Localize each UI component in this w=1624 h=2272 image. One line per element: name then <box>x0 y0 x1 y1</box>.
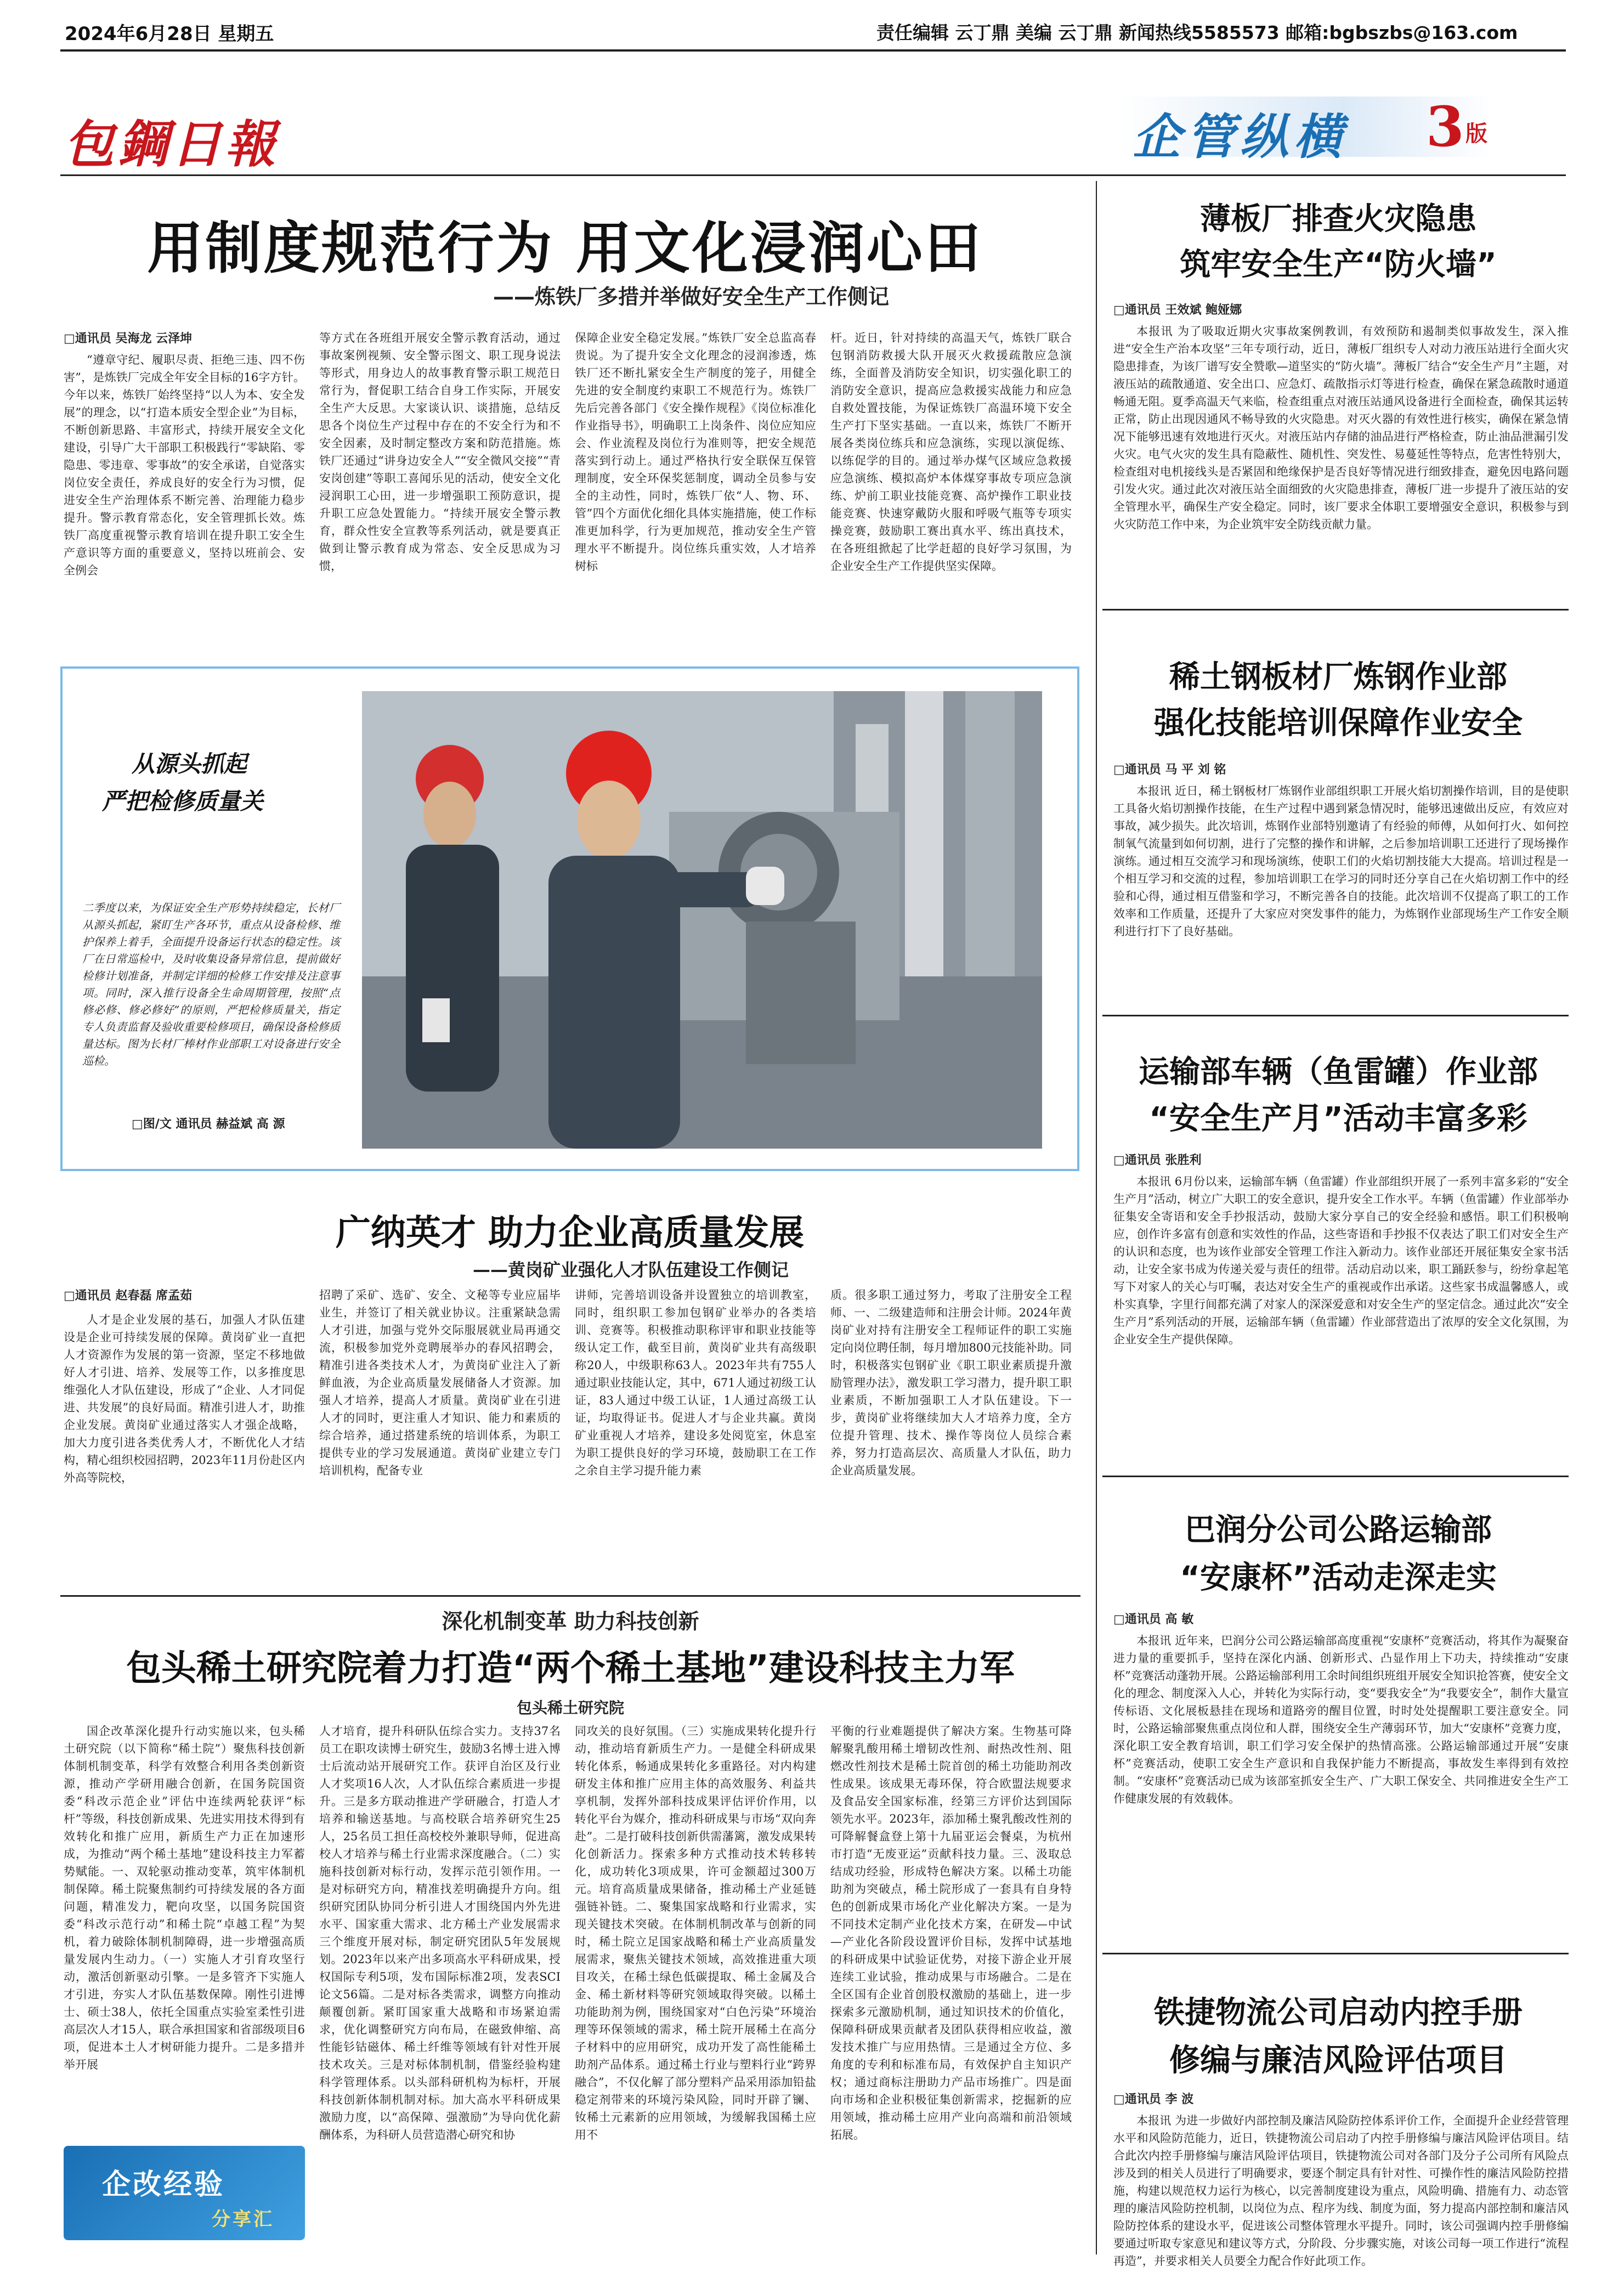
sidebar-rule-2 <box>1102 1015 1569 1016</box>
reform-experience-title: 企改经验 <box>102 2168 225 2201</box>
article3-source: 包头稀土研究院 <box>516 1699 624 1717</box>
article2-bottom-rule <box>60 1595 1080 1597</box>
main-article-col-2: 等方式在各班组开展安全警示教育活动，通过事故案例视频、安全警示图文、职工现身说法等形式，用身边人的故事教育警示职工规范日常行为，督促职工结合自身工作实际，开展安全生产大反思。大家谈认识、谈措施，总结反思各个岗位生产过程中存在的不安全行为和不安全因素，及时制定整改方案和防范措施。炼铁厂还通过“讲身边安全人”“安全微风交接”“青安岗创建”等职工喜闻乐见的活动，使安全文化浸润职工心田，进一步增强职工预防意识，提升职工应急处置能力。“持续开展安全警示教育，群众性安全宣教等系列活动，就是要真正做到让警示教育成为常态、安全反思成为习惯， <box>319 331 561 573</box>
sidebar-5-byline: □通讯员 李 波 <box>1113 2093 1194 2106</box>
issue-date: 2024年6月28日 星期五 <box>65 23 274 45</box>
sidebar-2-byline: □通讯员 马 平 刘 铭 <box>1113 763 1226 777</box>
article3-col-1: 国企改革深化提升行动实施以来，包头稀土研究院（以下简称“稀土院”）聚焦科技创新体制机制变革，科学有效整合利用各类创新资源，推动产学研用融合创新，在国务院国资委“科改示范企业”评估中连续两轮获评“标杆”等级，科技创新成果、先进实用技术得到有效转化和推广应用，新质生产力正在加速形成，为推动“两个稀土基地”建设科技主力军蓄势赋能。一、双轮驱动推动变革，筑牢体制机制保障。稀土院聚焦制约可持续发展的各方面问题，精准发力，靶向攻坚，以国务院国资委“科改示范行动”和稀土院“卓越工程”为契机，着力破除体制机制障碍，进一步增强高质量发展内生动力。（一）实施人才引育攻坚行动，激活创新驱动引擎。一是多管齐下实施人才引进，夯实人才队伍基数保障。刚性引进博士、硕士38人，依托全国重点实验室柔性引进高层次人才15人，联合承担国家和省部级项目6项，促进本土人才树研能力提升。二是多措并举开展 <box>64 1725 305 2071</box>
section-title: 企管纵横 <box>1133 108 1348 165</box>
editor-info: 责任编辑 云丁鼎 美编 云丁鼎 新闻热线5585573 邮箱:bgbszbs@163.com <box>876 22 1518 43</box>
sidebar-3-headline-line1: 运输部车辆（鱼雷罐）作业部 <box>1139 1054 1538 1090</box>
main-headline: 用制度规范行为 用文化浸润心田 <box>147 216 983 281</box>
article3-col-2: 人才培育，提升科研队伍综合实力。支持37名员工在职攻读博士研究生，鼓励3名博士进入博士后流动站开展研究工作。获评自治区及行业人才奖项16人次，人才队伍综合素质进一步提升。三是多方联动推进产学研融合，打造人才培养和输送基地。与高校联合培养研究生25人，25名员工担任高校校外兼职导师，促进高校人才培养与稀土行业需求深度融合。（二）实施科技创新对标行动，发挥示范引领作用。一是对标研究方向，精准找差明确提升方向。组织研究团队协同分析引进人才围绕国内外先进水平、国家重大需求、北方稀土产业发展需求三个维度开展对标，制定研究团队5年发展规划。2023年以来产出多项高水平科研成果，授权国际专利5项，发布国际标准2项，发表SCI论文56篇。二是对标各类需求，调整方向推动颠覆创新。紧盯国家重大战略和市场紧迫需求，优化调整研究方向布局，在磁致伸缩、高性能钐钴磁体、稀土纤维等领域有针对性开展技术攻关。三是对标体制机制，借鉴经验构建科学管理体系。以头部科研机构为标杆，开展科技创新体制机制对标。加大高水平科研成果激励力度，以“高保障、强激励”为导向优化薪酬体系，为科研人员营造潜心研究和协 <box>319 1725 561 2141</box>
article2-headline: 广纳英才 助力企业高质量发展 <box>335 1213 805 1253</box>
article2-col-1: 人才是企业发展的基石，加强人才队伍建设是企业可持续发展的保障。黄岗矿业一直把人才资源作为发展的第一资源，坚定不移地做好人才引进、培养、发展等工作，以多推度思维强化人才队伍建设，形成了“企业、人才同促进、共发展”的良好局面。精准引进人才，助推企业发展。黄岗矿业通过落实人才强企战略，加大力度引进各类优秀人才，不断优化人才结构，精心组织校园招聘，2023年11月份赴区内外高等院校， <box>64 1313 305 1484</box>
sidebar-rule-3 <box>1102 1476 1569 1477</box>
sidebar-1-body: 本报讯 为了吸取近期火灾事故案例教训，有效预防和遏制类似事故发生，深入推进“安全生产治本攻坚”三年专项行动，近日，薄板厂组织专人对动力液压站进行全面火灾隐患排查，为该厂谱写安全赞歌—道坚实的“防火墙”。薄板厂结合“安全生产月”主题，对液压站的疏散通道、安全出口、应急灯、疏散指示灯等进行检查，确保在紧急疏散时通道畅通无阻。夏季高温天气来临，检查组重点对液压站通风设备进行全面检查，确保其运转正常，防止出现因通风不畅导致的火灾隐患。对灭火器的有效性进行核实，确保在紧急情况下能够迅速有效地进行灭火。对液压站内存储的油品进行严格检查，防止油品泄漏引发火灾。电气火灾的发生具有隐蔽性、随机性、突发性、易蔓延性等特点，危害性特别大，检查组对电机接线头是否紧固和绝缘保护是否良好等情况进行细致排查，避免因电路问题引发火灾。通过此次对液压站全面细致的火灾隐患排查，薄板厂进一步提升了液压站的安全管理水平，确保生产安全稳定。同时，该厂要求全体职工要增强安全意识，积极参与到火灾防范工作中来，为企业筑牢安全防线贡献力量。 <box>1113 325 1569 531</box>
article2-subheadline: ——黄岗矿业强化人才队伍建设工作侧记 <box>472 1259 789 1280</box>
photo-feature-title-2: 严把检修质量关 <box>102 788 264 815</box>
sidebar-2-headline-line1: 稀土钢板材厂炼钢作业部 <box>1169 659 1507 695</box>
article2-col-3: 讲师，完善培训设备并设置独立的培训教室，同时，组织职工参加包钢矿业举办的各类培训、竞赛等。积极推动职称评审和职业技能等级认定工作，截至目前，黄岗矿业共有高级职称20人，中级职称63人。2023年共有755人通过职业技能认定，其中，671人通过初级工认证，83人通过中级工认证，1人通过高级工认证，均取得证书。促进人才与企业共赢。黄岗矿业重视人才培养，建设多处阅览室，休息室为职工提供良好的学习环境，鼓励职工在工作之余自主学习提升能力素 <box>575 1288 816 1477</box>
sidebar-5-headline-line1: 铁捷物流公司启动内控手册 <box>1154 1995 1523 2031</box>
main-article-col-1: “遵章守纪、履职尽责、拒绝三违、四不伤害”，是炼铁厂完成全年安全目标的16字方针。今年以来，炼铁厂始终坚持“以人为本、安全发展”的理念，以“打造本质安全型企业”为目标，不断创新思路、丰富形式，持续开展安全文化建设，引导广大干部职工积极践行“零缺陷、零隐患、零违章、零事故”的安全承诺，自觉落实岗位安全责任，养成良好的安全行为习惯，促进安全生产治理体系不断完善、治理能力稳步提升。警示教育常态化，安全管理抓长效。炼铁厂高度重视警示教育培训在提升职工安全生产意识等方面的重要意义，坚持以班前会、安全例会 <box>64 353 305 577</box>
article2-col-2: 招聘了采矿、选矿、安全、文秘等专业应届毕业生，并签订了相关就业协议。注重紧缺急需人才引进，加强与党外交际服展就业局再通交流，积极参加党外竞聘展举办的春风招聘会，精准引进各类技术人才，为黄岗矿业注入了新鲜血液，为企业高质量发展储备人才资源。加强人才培养，提高人才质量。黄岗矿业在引进人才的同时，更注重人才知识、能力和素质的综合培养，通过搭建系统的培训体系，为职工提供专业的学习发展通道。黄岗矿业建立专门培训机构，配备专业 <box>319 1288 561 1477</box>
inspection-photo <box>362 691 1042 1149</box>
column-divider <box>1096 181 1097 2254</box>
main-article-col-3: 保障企业安全稳定发展。”炼铁厂安全总监高春贵说。为了提升安全文化理念的浸润渗透，炼铁厂还不断扎紧安全生产制度的笼子，用健全先进的安全制度约束职工不规范行为。炼铁厂先后完善各部门《安全操作规程》《岗位标准化作业指导书》，明确职工上岗条件、岗位应知应会、作业流程及岗位行为准则等，把安全规范落实到行动上。通过严格执行安全联保互保管理制度，安全环保奖惩制度，调动全员参与安全的主动性，同时，炼铁厂依“人、物、环、管”四个方面优化细化具体实施措施，使工作标准更加科学，行为更加规范，推动安全生产管理水平不断提升。岗位练兵重实效，人才培养树标 <box>575 331 816 573</box>
photo-feature-credit: □图/文 通讯员 赫益斌 高 源 <box>132 1117 285 1131</box>
sidebar-rule-1 <box>1102 609 1569 611</box>
article3-kicker: 深化机制变革 助力科技创新 <box>442 1609 699 1634</box>
page-suffix: 版 <box>1465 121 1487 146</box>
reform-experience-box <box>64 2146 305 2240</box>
sidebar-3-body: 本报讯 6月份以来，运输部车辆（鱼雷罐）作业部组织开展了一系列丰富多彩的“安全生产月”活动，树立广大职工的安全意识，提升安全工作水平。车辆（鱼雷罐）作业部举办征集安全寄语和安全手抄报活动，鼓励大家分享自己的安全经验和感悟。职工们积极响应，创作许多富有创意和实效性的作品，这些寄语和手抄报不仅表达了职工们对安全生产的认识和态度，也为该作业部安全管理工作注入新动力。该作业部还开展征集安全家书活动，让安全家书成为传递关爱与责任的纽带。活动启动以来，职工踊跃参与，纷纷拿起笔写下对家人的关心与叮嘱，表达对安全生产的重视或作出承诺。这些家书成温馨感人，或朴实真挚，字里行间都充满了对家人的深深爱意和对安全生产的坚定信念。通过此次“安全生产月”系列活动的开展，运输部车辆（鱼雷罐）作业部营造出了浓厚的安全文化氛围，为企业安全生产提供保障。 <box>1113 1175 1569 1346</box>
sidebar-5-headline-line2: 修编与廉洁风险评估项目 <box>1169 2043 1507 2078</box>
sidebar-4-byline: □通讯员 高 敏 <box>1113 1613 1194 1626</box>
article3-col-4: 平衡的行业难题提供了解决方案。生物基可降解聚乳酸用稀土增韧改性剂、耐热改性剂、阻燃改性剂技术是稀土院首创的稀土功能助剂改性成果。该成果无毒环保，符合欧盟法规要求及食品安全国家标准，经第三方评价达到国际领先水平。2023年，添加稀土聚乳酸改性剂的可降解餐盒登上第十九届亚运会餐桌，为杭州市打造“无废亚运”贡献科技力量。三、汲取总结成功经验，形成特色解决方案。以稀土功能助剂为突破点，稀土院形成了一套具有自身特色的创新成果市场化产业化解决方案。一是为不同技术定制产业化技术方案，在研发—中试—产业化各阶段设置评价目标，发挥中试基地的科研成果中试验证优势，对接下游企业开展连续工业试验，推动成果与市场融合。二是在全区国有企业首创股权激励的基础上，进一步探索多元激励机制，通过知识技术的价值化，保障科研成果贡献者及团队获得相应收益，激发技术推广与应用热情。三是通过全方位、多角度的专利和标准布局，有效保护自主知识产权；通过商标注册助力产品市场推广。四是面向市场和企业积极征集创新需求，挖掘新的应用领域，推动稀土应用产业向高端和前沿领域拓展。 <box>830 1725 1072 2141</box>
sidebar-rule-4 <box>1102 1953 1569 1954</box>
header-rule <box>60 49 1566 52</box>
sidebar-3-byline: □通讯员 张胜利 <box>1113 1154 1202 1167</box>
main-byline: □通讯员 吴海龙 云泽坤 <box>64 332 193 346</box>
page-number: 3 <box>1426 94 1464 159</box>
sidebar-4-headline-line1: 巴润分公司公路运输部 <box>1185 1512 1492 1548</box>
main-article-col-4: 杆。近日，针对持续的高温天气，炼铁厂联合包钢消防救援大队开展灭火救援疏散应急演练，全面普及消防安全知识，切实强化职工的消防安全意识，提高应急救援实战能力和应急自救处置技能，为保证炼铁厂高温环境下安全生产打下坚实基础。一直以来，炼铁厂不断开展各类岗位练兵和应急演练，实现以演促练、以练促学的目的。通过举办煤气区域应急救援应急演练、模拟高炉本体煤穿事故专项应急演练、炉前工职业技能竞赛、高炉操作工职业技能竞赛、快速穿戴防火服和呼吸气瓶等专项实操竞赛，鼓励职工赛出真水平、练出真技术，在各班组掀起了比学赶超的良好学习氛围，为企业安全生产工作提供坚实保障。 <box>830 331 1072 573</box>
photo-illustration <box>362 691 1042 1149</box>
sidebar-1-byline: □通讯员 王效斌 鲍娅娜 <box>1113 303 1242 317</box>
article3-headline: 包头稀土研究院着力打造“两个稀土基地”建设科技主力军 <box>126 1648 1015 1689</box>
masthead-logo: 包鋼日報 <box>64 115 279 174</box>
article3-col-3: 同攻关的良好氛围。（三）实施成果转化提升行动，推动培育新质生产力。一是健全科研成果转化体系，畅通成果转化多重路径。对内构建研发主体和推广应用主体的高效服务、利益共享机制，发挥外部科技成果评估评价作用，以转化平台为媒介，推动科研成果与市场“双向奔赴”。二是打破科技创新供需藩篱，激发成果转化创新活力。探索多种方式推动技术转移转化，成功转化3项成果，许可金额超过300万元。培育高质量成果储备，推动稀土产业延链强链补链。二、聚集国家战略和行业需求，实现关键技术突破。在体制机制改革与创新的同时，稀土院立足国家战略和稀土产业高质量发展需求，聚焦关键技术领域，高效推进重大项目攻关，在稀土绿色低碳提取、稀土金属及合金、稀土新材料等研究领域取得突破。以稀土功能助剂为例，围绕国家对“白色污染”环境治理等环保领域的需求，稀土院开展稀土在高分子材料中的应用研究，成功开发了高性能稀土助剂产品体系。通过稀土行业与塑料行业“跨界融合”，不仅化解了部分塑料产品采用添加铅盐稳定剂带来的环境污染风险，同时开辟了镧、钕稀土元素新的应用领域，为缓解我国稀土应用不 <box>575 1725 816 2141</box>
sidebar-3-headline-line2: “安全生产月”活动丰富多彩 <box>1149 1101 1527 1137</box>
sidebar-2-headline-line2: 强化技能培训保障作业安全 <box>1154 705 1523 741</box>
photo-feature-caption: 二季度以来，为保证安全生产形势持续稳定，长材厂从源头抓起，紧盯生产各环节，重点从设备检修、维护保养上着手，全面提升设备运行状态的稳定性。该厂在日常巡检中，及时收集设备异常信息，提前做好检修计划准备，并制定详细的检修工作安排及注意事项。同时，深入推行设备全生命周期管理，按照“点修必修、修必修好”的原则，严把检修质量关，指定专人负责监督及验收重要检修项目，确保设备检修质量达标。图为长材厂棒材作业部职工对设备进行安全巡检。 <box>82 901 340 1067</box>
sidebar-2-body: 本报讯 近日，稀土钢板材厂炼钢作业部组织职工开展火焰切割操作培训，目的是使职工具备火焰切割操作技能，在生产过程中遇到紧急情况时，能够迅速做出反应，有效应对事故，减少损失。此次培训，炼钢作业部特别邀请了有经验的师傅，从如何打火、如何控制氧气流量到如何切割，进行了完整的操作和讲解，之后参加培训职工还进行了现场操作演练。通过相互交流学习和现场演练，使职工们的火焰切割技能大大提高。培训过程是一个相互学习和交流的过程，参加培训职工在学习的同时还分享自己在火焰切割工作中的经验和心得，通过相互借鉴和学习，不断完善各自的技能。此次培训不仅提高了职工的工作效率和工作质量，还提升了大家应对突发事件的能力，为炼钢作业部现场生产工作安全顺利进行打下了良好基础。 <box>1113 784 1569 938</box>
main-subheadline: ——炼铁厂多措并举做好安全生产工作侧记 <box>493 285 889 309</box>
photo-feature-title-1: 从源头抓起 <box>132 750 247 777</box>
article2-byline: □通讯员 赵春磊 席孟茹 <box>64 1289 193 1303</box>
sidebar-1-headline-line1: 薄板厂排查火灾隐患 <box>1200 201 1476 237</box>
sidebar-1-headline-line2: 筑牢安全生产“防火墙” <box>1180 247 1497 282</box>
sidebar-4-body: 本报讯 近年来，巴润分公司公路运输部高度重视“安康杯”竞赛活动，将其作为凝聚奋进力量的重要抓手，坚持在深化内涵、创新形式、凸显作用上下功夫，持续推动“安康杯”竞赛活动蓬勃开展。公路运输部利用工余时间组织班组开展安全知识抢答赛，使安全文化的理念、制度深入人心，并转化为实际行动，变“要我安全”为“我要安全”，制作大量宣传标语、文化展板悬挂在现场和道路旁的醒目位置，时时处处提醒职工要注意安全。同时，公路运输部聚焦重点岗位和人群，围绕安全生产薄弱环节，加大“安康杯”竞赛力度，深化职工安全教育培训，职工们学习安全保护的热情高涨。公路运输部通过开展“安康杯”竞赛活动，使职工安全生产意识和自我保护能力不断提高，事故发生率得到有效控制。“安康杯”竞赛活动已成为该部室抓安全生产、广大职工保安全、共同推进安全生产工作健康发展的有效载体。 <box>1113 1634 1569 1805</box>
masthead-rule <box>60 174 1566 176</box>
article2-col-4: 质。很多职工通过努力，考取了注册安全工程师、一、二级建造师和注册会计师。2024年黄岗矿业对持有注册安全工程师证件的职工实施定向岗位聘任制，每月增加800元技能补助。同时，积极落实包钢矿业《职工职业素质提升激励管理办法》，激发职工学习潜力，提升职工职业素质，不断加强职工人才队伍建设。下一步，黄岗矿业将继续加大人才培养力度，全方位提升管理、技术、操作等岗位人员综合素养，努力打造高层次、高质量人才队伍，助力企业高质量发展。 <box>830 1288 1072 1477</box>
reform-experience-sub: 分享汇 <box>212 2208 274 2230</box>
sidebar-5-body: 本报讯 为进一步做好内部控制及廉洁风险防控体系评价工作，全面提升企业经营管理水平和风险防范能力，近日，铁捷物流公司启动了内控手册修编与廉洁风险评估项目。结合此次内控手册修编与廉洁风险评估项目，铁捷物流公司对各部门及分子公司所有风险点涉及到的相关人员进行了明确要求，要逐个制定具有针对性、可操作性的廉洁风险防控措施，构建以规范权力运行为核心，以完善制度建设为重点，风险明确、措施有力、动态管理的廉洁风险防控机制，以岗位为点、程序为线、制度为面，努力提高内部控制和廉洁风险防控体系的建设水平，促进该公司整体管理水平提升。同时，该公司强调内控手册修编要通过听取专家意见和建议等方式，分阶段、分步骤实施，对该公司每一项工作进行“流程再造”，并要求相关人员要全力配合作好此项工作。 <box>1113 2114 1569 2268</box>
sidebar-4-headline-line2: “安康杯”活动走深走实 <box>1180 1560 1497 1596</box>
